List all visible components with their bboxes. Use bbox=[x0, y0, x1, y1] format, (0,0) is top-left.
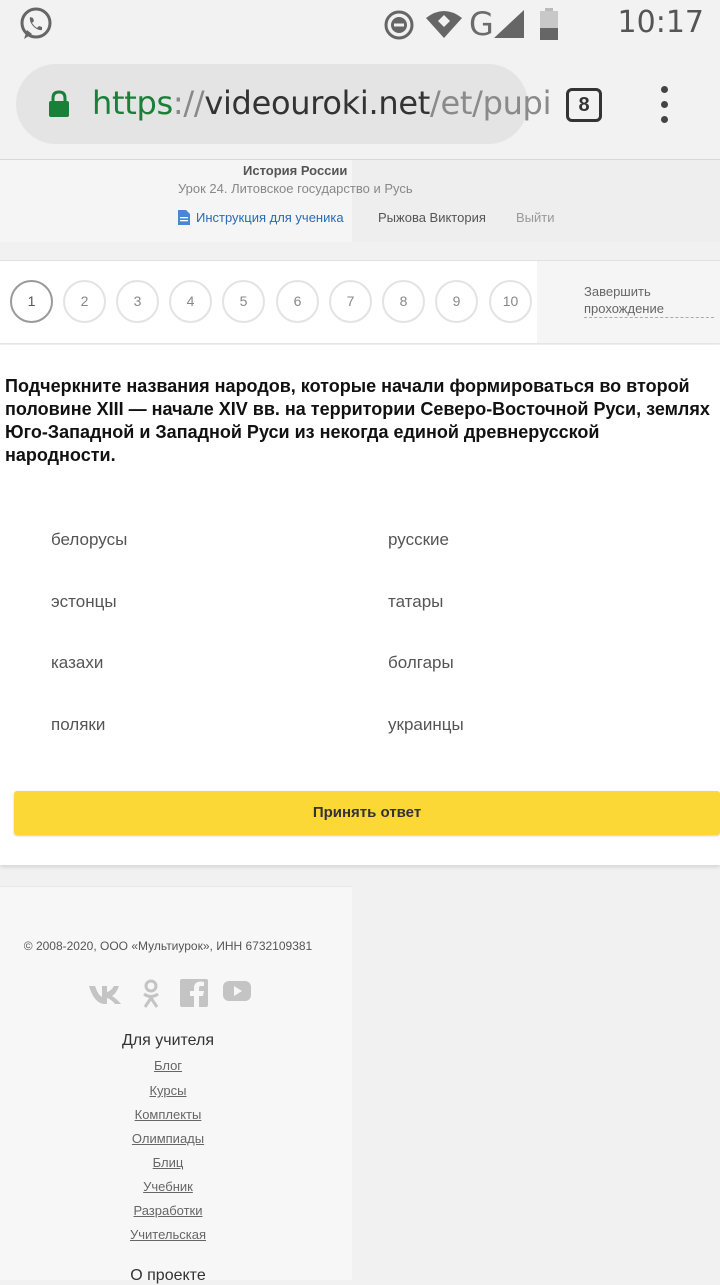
lesson-title: Урок 24. Литовское государство и Русь bbox=[178, 181, 413, 196]
whatsapp-icon bbox=[18, 6, 54, 42]
browser-toolbar bbox=[0, 48, 720, 160]
question-card bbox=[0, 345, 720, 865]
answer-option[interactable]: русские bbox=[388, 530, 449, 549]
question-number-button[interactable]: 9 bbox=[435, 280, 478, 323]
instructions-link-label: Инструкция для ученика bbox=[196, 210, 344, 225]
url-scheme: https bbox=[92, 84, 173, 122]
question-navigator bbox=[0, 260, 720, 344]
facebook-icon[interactable] bbox=[180, 979, 208, 1007]
logout-link[interactable]: Выйти bbox=[516, 210, 555, 225]
url-path: /et/pupi bbox=[429, 84, 552, 122]
tab-switcher-button[interactable]: 8 bbox=[566, 88, 602, 122]
status-bar bbox=[0, 0, 720, 48]
clock: 10:17 bbox=[617, 5, 704, 40]
answer-option[interactable]: татары bbox=[388, 592, 444, 611]
finish-test-button[interactable] bbox=[537, 261, 720, 343]
wifi-icon bbox=[424, 9, 464, 39]
question-number-button[interactable]: 5 bbox=[222, 280, 265, 323]
url-separator: :// bbox=[172, 84, 205, 122]
submit-answer-button[interactable]: Принять ответ bbox=[14, 791, 720, 835]
footer-link[interactable]: Комплекты bbox=[134, 1107, 202, 1122]
url-text bbox=[92, 84, 551, 122]
question-number-button[interactable]: 1 bbox=[10, 280, 53, 323]
instructions-link[interactable] bbox=[178, 210, 344, 225]
footer-link[interactable]: Олимпиады bbox=[131, 1131, 205, 1146]
network-type: G bbox=[469, 5, 494, 43]
about-section-heading: О проекте bbox=[130, 1267, 206, 1284]
do-not-disturb-icon bbox=[382, 8, 416, 42]
odnoklassniki-icon[interactable] bbox=[141, 979, 161, 1009]
answer-option[interactable]: белорусы bbox=[51, 530, 128, 549]
question-text: Подчеркните названия народов, которые начали формироваться во второй половине XIII — начале XIV вв. на территории Северо-Восточной Руси, землях Юго-Западной и Западной Руси из некогда единой древнерусской народности. bbox=[5, 376, 710, 465]
question-number-button[interactable]: 2 bbox=[63, 280, 106, 323]
copyright-text: © 2008-2020, ООО «Мультиурок», ИНН 6732109381 bbox=[23, 939, 313, 953]
overflow-menu-icon[interactable] bbox=[654, 86, 674, 126]
user-name: Рыжова Виктория bbox=[378, 210, 486, 225]
battery-icon bbox=[538, 8, 560, 40]
vk-icon[interactable] bbox=[88, 979, 122, 1009]
question-number-button[interactable]: 7 bbox=[329, 280, 372, 323]
teacher-section-heading: Для учителя bbox=[121, 1032, 215, 1049]
address-bar[interactable] bbox=[16, 64, 552, 144]
document-icon bbox=[178, 210, 190, 225]
question-number-button[interactable]: 3 bbox=[116, 280, 159, 323]
footer-link[interactable]: Блиц bbox=[152, 1155, 184, 1170]
footer bbox=[0, 886, 352, 1284]
answer-option[interactable]: поляки bbox=[51, 715, 106, 734]
answer-option[interactable]: казахи bbox=[51, 653, 104, 672]
footer-link[interactable]: Учебник bbox=[143, 1179, 193, 1194]
question-number-button[interactable]: 8 bbox=[382, 280, 425, 323]
answer-option[interactable]: болгары bbox=[388, 653, 454, 672]
footer-link[interactable]: Учительская bbox=[129, 1227, 206, 1242]
footer-link[interactable]: Курсы bbox=[149, 1083, 187, 1098]
course-title: История России bbox=[243, 163, 348, 178]
social-links bbox=[88, 979, 258, 1009]
answer-option[interactable]: эстонцы bbox=[51, 592, 117, 611]
question-number-button[interactable]: 10 bbox=[489, 280, 532, 323]
answer-option[interactable]: украинцы bbox=[388, 715, 464, 734]
footer-link[interactable]: Блог bbox=[153, 1058, 183, 1073]
page-header bbox=[0, 160, 720, 242]
question-number-button[interactable]: 4 bbox=[169, 280, 212, 323]
lock-icon bbox=[48, 91, 70, 117]
question-number-button[interactable]: 6 bbox=[276, 280, 319, 323]
finish-test-label: Завершить прохождение bbox=[584, 283, 714, 318]
signal-icon bbox=[494, 10, 524, 38]
url-domain: videouroki.net bbox=[204, 84, 430, 122]
youtube-icon[interactable] bbox=[223, 979, 251, 1001]
footer-link[interactable]: Разработки bbox=[133, 1203, 203, 1218]
